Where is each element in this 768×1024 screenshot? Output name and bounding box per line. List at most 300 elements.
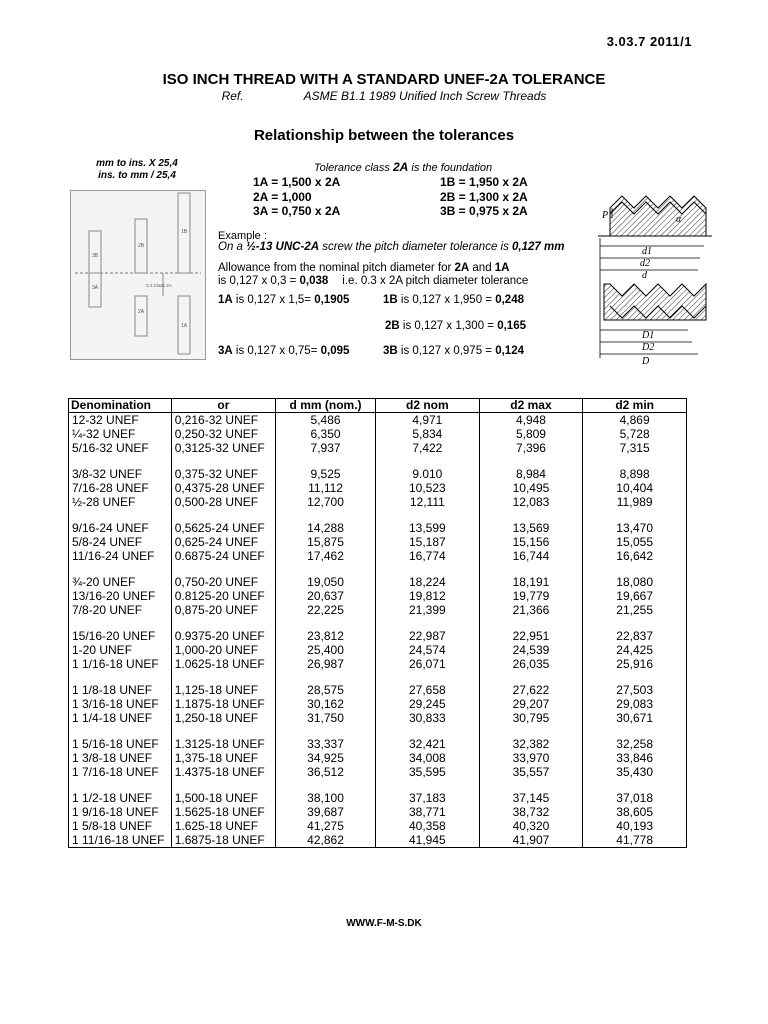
table-cell: 10,404 [583, 481, 687, 495]
table-spacer-cell [69, 563, 172, 575]
calc-2b-text: is 0,127 x 1,300 = [399, 320, 498, 332]
table-row [69, 683, 687, 697]
table-cell: 41,778 [583, 833, 687, 848]
table-cell: 22,951 [479, 629, 583, 643]
table-cell: 5,486 [276, 413, 376, 428]
table-spacer-cell [276, 509, 376, 521]
table-spacer-cell [171, 563, 275, 575]
calc-2b-value: 0,165 [497, 320, 526, 332]
thread-profile-diagram [588, 178, 716, 368]
table-cell: 24,574 [376, 643, 480, 657]
table-cell: 35,430 [583, 765, 687, 779]
table-cell: 1 1/8-18 UNEF [69, 683, 172, 697]
tolerance-3b: 3B = 0,975 x 2A [440, 204, 528, 218]
table-cell: 40,358 [376, 819, 480, 833]
table-row [69, 535, 687, 549]
conversion-mm-to-ins: mm to ins. X 25,4 [96, 158, 178, 169]
table-cell: 37,145 [479, 791, 583, 805]
table-cell: 0,216-32 UNEF [171, 413, 275, 428]
table-cell: 1,000-20 UNEF [171, 643, 275, 657]
table-cell: 31,750 [276, 711, 376, 725]
table-cell: 4,869 [583, 413, 687, 428]
table-cell: 23,812 [276, 629, 376, 643]
table-cell: 8,984 [479, 467, 583, 481]
tolerance-1b: 1B = 1,950 x 2A [440, 175, 528, 189]
table-spacer-cell [171, 455, 275, 467]
table-body [69, 413, 687, 848]
calc-2b [385, 320, 526, 332]
table-cell: 20,637 [276, 589, 376, 603]
table-cell: 1 1/2-18 UNEF [69, 791, 172, 805]
table-row [69, 549, 687, 563]
example-pre: On a [218, 241, 247, 253]
table-cell: 7,937 [276, 441, 376, 455]
calc-1b-class: 1B [383, 294, 398, 306]
table-cell: 5,728 [583, 427, 687, 441]
table-row [69, 833, 687, 848]
table-cell: 5,809 [479, 427, 583, 441]
diagram-label-1a: 1A [180, 323, 188, 329]
table-cell: 6,350 [276, 427, 376, 441]
table-spacer-cell [171, 671, 275, 683]
calc-2b-class: 2B [385, 320, 400, 332]
table-spacer-cell [171, 725, 275, 737]
header-denomination: Denomination [69, 399, 172, 413]
table-cell: 1,500-18 UNEF [171, 791, 275, 805]
allowance-and: and [469, 262, 495, 274]
table-spacer-cell [69, 455, 172, 467]
reference-line [0, 89, 768, 103]
table-cell: 19,050 [276, 575, 376, 589]
table-spacer-cell [69, 779, 172, 791]
table-cell: 21,366 [479, 603, 583, 617]
example-line [218, 241, 564, 253]
table-cell: 33,846 [583, 751, 687, 765]
table-row [69, 791, 687, 805]
table-cell: 0.8125-20 UNEF [171, 589, 275, 603]
table-spacer-cell [583, 725, 687, 737]
table-row [69, 751, 687, 765]
table-cell: 37,183 [376, 791, 480, 805]
table-cell: 12-32 UNEF [69, 413, 172, 428]
table-spacer-cell [479, 617, 583, 629]
header-d2-nom: d2 nom [376, 399, 480, 413]
calc-3a [218, 345, 349, 357]
calc-3b-class: 3B [383, 345, 398, 357]
calc-1a [218, 294, 349, 306]
table-cell: 16,642 [583, 549, 687, 563]
table-spacer-cell [479, 671, 583, 683]
table-cell: 8,898 [583, 467, 687, 481]
table-row [69, 575, 687, 589]
table-row [69, 737, 687, 751]
table-cell: 1 1/4-18 UNEF [69, 711, 172, 725]
table-cell: 11,989 [583, 495, 687, 509]
table-cell: 7,422 [376, 441, 480, 455]
diagram-label-1b: 1B [180, 229, 188, 235]
thread-label-d2: d2 [640, 258, 650, 269]
footer-website: WWW.F-M-S.DK [346, 918, 422, 929]
table-cell: 13,599 [376, 521, 480, 535]
calc-1b-value: 0,248 [495, 294, 524, 306]
page-title: ISO INCH THREAD WITH A STANDARD UNEF-2A TOLERANCE [162, 71, 606, 88]
diagram-label-3a: 3A [91, 285, 99, 291]
table-spacer-cell [479, 455, 583, 467]
table-cell: 11,112 [276, 481, 376, 495]
allowance-2a: 2A [454, 262, 470, 274]
table-cell: 41,945 [376, 833, 480, 848]
table-cell: 30,795 [479, 711, 583, 725]
calc-3a-class: 3A [218, 345, 233, 357]
table-cell: 7,315 [583, 441, 687, 455]
table-cell: 1,375-18 UNEF [171, 751, 275, 765]
table-cell: 1 9/16-18 UNEF [69, 805, 172, 819]
table-spacer-cell [583, 779, 687, 791]
table-row [69, 481, 687, 495]
example-value: 0,127 mm [512, 241, 565, 253]
table-row [69, 467, 687, 481]
table-cell: 9/16-24 UNEF [69, 521, 172, 535]
table-cell: 38,732 [479, 805, 583, 819]
table-row [69, 697, 687, 711]
allowance-line-2 [218, 275, 528, 287]
table-cell: 1 5/16-18 UNEF [69, 737, 172, 751]
table-header-row [69, 399, 687, 413]
tolerance-2a: 2A = 1,000 [253, 190, 312, 204]
table-cell: 21,399 [376, 603, 480, 617]
table-cell: 4,948 [479, 413, 583, 428]
table-cell: 0,875-20 UNEF [171, 603, 275, 617]
calc-3b-text: is 0,127 x 0,975 = [397, 345, 496, 357]
table-cell: 32,382 [479, 737, 583, 751]
table-row [69, 413, 687, 428]
table-spacer-cell [376, 779, 480, 791]
table-cell: 11/16-24 UNEF [69, 549, 172, 563]
table-cell: 41,907 [479, 833, 583, 848]
table-cell: 39,687 [276, 805, 376, 819]
conversion-ins-to-mm: ins. to mm / 25,4 [98, 170, 176, 181]
table-cell: 1 5/8-18 UNEF [69, 819, 172, 833]
table-cell: 9,525 [276, 467, 376, 481]
table-spacer-cell [376, 455, 480, 467]
table-cell: 38,605 [583, 805, 687, 819]
table-cell: 32,421 [376, 737, 480, 751]
thread-label-D2: D2 [642, 342, 655, 353]
table-cell: 7,396 [479, 441, 583, 455]
table-cell: 1.6875-18 UNEF [171, 833, 275, 848]
table-cell: 30,162 [276, 697, 376, 711]
table-cell: 22,987 [376, 629, 480, 643]
table-spacer-cell [171, 617, 275, 629]
tolerance-heading-post: is the foundation [408, 162, 493, 174]
table-spacer-cell [479, 779, 583, 791]
table-row [69, 805, 687, 819]
calc-3b [383, 345, 524, 357]
table-cell: 26,987 [276, 657, 376, 671]
table-group-spacer [69, 671, 687, 683]
calc-3a-value: 0,095 [320, 345, 350, 357]
calc-3b-value: 0,124 [495, 345, 524, 357]
table-cell: 25,400 [276, 643, 376, 657]
calc-1a-class: 1A [218, 294, 233, 306]
table-cell: 10,495 [479, 481, 583, 495]
table-cell: 4,971 [376, 413, 480, 428]
table-cell: 40,193 [583, 819, 687, 833]
calc-1b-text: is 0,127 x 1,950 = [397, 294, 496, 306]
table-cell: 0,4375-28 UNEF [171, 481, 275, 495]
table-cell: 13/16-20 UNEF [69, 589, 172, 603]
table-cell: 1,250-18 UNEF [171, 711, 275, 725]
table-cell: 40,320 [479, 819, 583, 833]
table-spacer-cell [376, 617, 480, 629]
table-cell: 1 1/16-18 UNEF [69, 657, 172, 671]
table-row [69, 629, 687, 643]
tolerance-heading [218, 160, 588, 174]
example-mid: screw the pitch diameter tolerance is [319, 241, 513, 253]
table-spacer-cell [69, 617, 172, 629]
table-cell: 38,771 [376, 805, 480, 819]
thread-label-D1: D1 [642, 330, 655, 341]
table-group-spacer [69, 455, 687, 467]
header-d2-max: d2 max [479, 399, 583, 413]
calc-3a-text: is 0,127 x 0,75= [232, 345, 321, 357]
table-cell: 1.5625-18 UNEF [171, 805, 275, 819]
table-cell: 14,288 [276, 521, 376, 535]
allowance2-value: 0,038 [299, 275, 329, 287]
table-group-spacer [69, 563, 687, 575]
table-cell: 0,250-32 UNEF [171, 427, 275, 441]
table-spacer-cell [479, 563, 583, 575]
table-spacer-cell [69, 725, 172, 737]
tolerance-diagram [70, 190, 206, 360]
table-cell: ¼-32 UNEF [69, 427, 172, 441]
table-cell: 38,100 [276, 791, 376, 805]
table-cell: 13,470 [583, 521, 687, 535]
table-cell: 34,008 [376, 751, 480, 765]
header-or: or [171, 399, 275, 413]
thread-table [68, 398, 687, 848]
table-cell: 12,700 [276, 495, 376, 509]
table-cell: ¾-20 UNEF [69, 575, 172, 589]
table-spacer-cell [583, 455, 687, 467]
thread-profile-graphic [588, 178, 716, 368]
tolerance-1a: 1A = 1,500 x 2A [253, 175, 341, 189]
table-group-spacer [69, 509, 687, 521]
table-cell: 21,255 [583, 603, 687, 617]
table-spacer-cell [69, 509, 172, 521]
table-cell: 13,569 [479, 521, 583, 535]
table-cell: 1-20 UNEF [69, 643, 172, 657]
table-cell: 15,187 [376, 535, 480, 549]
table-cell: 41,275 [276, 819, 376, 833]
table-group-spacer [69, 725, 687, 737]
table-cell: 1.1875-18 UNEF [171, 697, 275, 711]
table-cell: 22,225 [276, 603, 376, 617]
table-cell: 19,779 [479, 589, 583, 603]
table-cell: 30,671 [583, 711, 687, 725]
table-cell: 17,462 [276, 549, 376, 563]
allowance-1a: 1A [494, 262, 510, 274]
table-cell: 10,523 [376, 481, 480, 495]
allowance2-pre: is 0,127 x 0,3 = [218, 275, 300, 287]
table-cell: 12,111 [376, 495, 480, 509]
table-cell: 0.9375-20 UNEF [171, 629, 275, 643]
example-thread: ½-13 UNC-2A [246, 241, 319, 253]
table-cell: 0,375-32 UNEF [171, 467, 275, 481]
thread-label-alpha: α [676, 214, 682, 225]
tolerance-3a: 3A = 0,750 x 2A [253, 204, 341, 218]
table-cell: 12,083 [479, 495, 583, 509]
table-cell: 32,258 [583, 737, 687, 751]
thread-label-d1: d1 [642, 246, 652, 257]
table-cell: 29,207 [479, 697, 583, 711]
table-row [69, 819, 687, 833]
table-row [69, 657, 687, 671]
table-spacer-cell [376, 725, 480, 737]
table-spacer-cell [276, 617, 376, 629]
table-cell: 27,503 [583, 683, 687, 697]
table-row [69, 521, 687, 535]
table-cell: 22,837 [583, 629, 687, 643]
example-label: Example : [218, 230, 267, 242]
table-spacer-cell [479, 725, 583, 737]
table-cell: 27,622 [479, 683, 583, 697]
table-cell: ½-28 UNEF [69, 495, 172, 509]
table-cell: 0,750-20 UNEF [171, 575, 275, 589]
ref-label: Ref. [221, 89, 244, 103]
table-spacer-cell [583, 509, 687, 521]
thread-label-p: P [602, 210, 609, 221]
section-subtitle: Relationship between the tolerances [253, 127, 515, 144]
table-cell: 30,833 [376, 711, 480, 725]
calc-1b [383, 294, 524, 306]
table-cell: 5,834 [376, 427, 480, 441]
table-cell: 42,862 [276, 833, 376, 848]
table-cell: 36,512 [276, 765, 376, 779]
thread-label-d: d [642, 270, 647, 281]
table-cell: 1 11/16-18 UNEF [69, 833, 172, 848]
table-spacer-cell [171, 509, 275, 521]
table-row [69, 589, 687, 603]
table-cell: 1 3/16-18 UNEF [69, 697, 172, 711]
table-spacer-cell [376, 563, 480, 575]
header-d2-min: d2 min [583, 399, 687, 413]
table-cell: 34,925 [276, 751, 376, 765]
table-row [69, 643, 687, 657]
table-cell: 0,5625-24 UNEF [171, 521, 275, 535]
table-cell: 1.0625-18 UNEF [171, 657, 275, 671]
table-cell: 37,018 [583, 791, 687, 805]
table-spacer-cell [479, 509, 583, 521]
calc-1a-text: is 0,127 x 1,5= [232, 294, 315, 306]
table-cell: 18,191 [479, 575, 583, 589]
table-row [69, 603, 687, 617]
diagram-label-2b: 2B [137, 243, 145, 249]
table-cell: 0,500-28 UNEF [171, 495, 275, 509]
table-cell: 0,625-24 UNEF [171, 535, 275, 549]
allowance-pre: Allowance from the nominal pitch diameter for [218, 262, 455, 274]
table-cell: 25,916 [583, 657, 687, 671]
ref-text: ASME B1.1 1989 Unified Inch Screw Threads [303, 89, 547, 103]
table-cell: 9.010 [376, 467, 480, 481]
table-row [69, 495, 687, 509]
table-cell: 26,035 [479, 657, 583, 671]
table-cell: 19,812 [376, 589, 480, 603]
allowance2-post: i.e. 0.3 x 2A pitch diameter tolerance [342, 275, 529, 287]
table-cell: 15/16-20 UNEF [69, 629, 172, 643]
table-cell: 1 7/16-18 UNEF [69, 765, 172, 779]
table-cell: 28,575 [276, 683, 376, 697]
tolerance-2b: 2B = 1,300 x 2A [440, 190, 528, 204]
table-row [69, 441, 687, 455]
table-spacer-cell [171, 779, 275, 791]
table-cell: 1.4375-18 UNEF [171, 765, 275, 779]
table-cell: 1.625-18 UNEF [171, 819, 275, 833]
document-reference: 3.03.7 2011/1 [606, 34, 692, 49]
table-spacer-cell [583, 671, 687, 683]
tolerance-heading-pre: Tolerance class [313, 162, 393, 174]
table-cell: 3/8-32 UNEF [69, 467, 172, 481]
table-cell: 0,3125-32 UNEF [171, 441, 275, 455]
table-cell: 18,080 [583, 575, 687, 589]
table-cell: 7/8-20 UNEF [69, 603, 172, 617]
table-row [69, 711, 687, 725]
table-cell: 15,875 [276, 535, 376, 549]
table-cell: 0.6875-24 UNEF [171, 549, 275, 563]
table-spacer-cell [276, 455, 376, 467]
table-spacer-cell [376, 509, 480, 521]
table-group-spacer [69, 617, 687, 629]
table-cell: 1.3125-18 UNEF [171, 737, 275, 751]
table-cell: 29,083 [583, 697, 687, 711]
table-cell: 19,667 [583, 589, 687, 603]
table-cell: 1,125-18 UNEF [171, 683, 275, 697]
table-cell: 15,156 [479, 535, 583, 549]
table-row [69, 765, 687, 779]
table-cell: 33,970 [479, 751, 583, 765]
diagram-label-2a: 2A [137, 309, 145, 315]
table-cell: 26,071 [376, 657, 480, 671]
table-cell: 5/16-32 UNEF [69, 441, 172, 455]
table-cell: 35,595 [376, 765, 480, 779]
table-cell: 18,224 [376, 575, 480, 589]
header-d-nom: d mm (nom.) [276, 399, 376, 413]
table-cell: 16,774 [376, 549, 480, 563]
table-cell: 29,245 [376, 697, 480, 711]
table-cell: 24,425 [583, 643, 687, 657]
tolerance-diagram-graphic [71, 191, 205, 359]
diagram-label-center: 0.3 Class 2A [146, 283, 172, 288]
table-spacer-cell [276, 725, 376, 737]
table-cell: 16,744 [479, 549, 583, 563]
table-spacer-cell [276, 563, 376, 575]
table-spacer-cell [583, 617, 687, 629]
tolerance-heading-class: 2A [392, 160, 409, 174]
table-cell: 27,658 [376, 683, 480, 697]
table-spacer-cell [376, 671, 480, 683]
calc-1a-value: 0,1905 [314, 294, 350, 306]
table-spacer-cell [583, 563, 687, 575]
diagram-label-3b: 3B [91, 253, 99, 259]
table-cell: 5/8-24 UNEF [69, 535, 172, 549]
allowance-line-1 [218, 262, 509, 274]
table-row [69, 427, 687, 441]
table-cell: 1 3/8-18 UNEF [69, 751, 172, 765]
table-cell: 15,055 [583, 535, 687, 549]
table-spacer-cell [276, 671, 376, 683]
table-cell: 33,337 [276, 737, 376, 751]
table-group-spacer [69, 779, 687, 791]
